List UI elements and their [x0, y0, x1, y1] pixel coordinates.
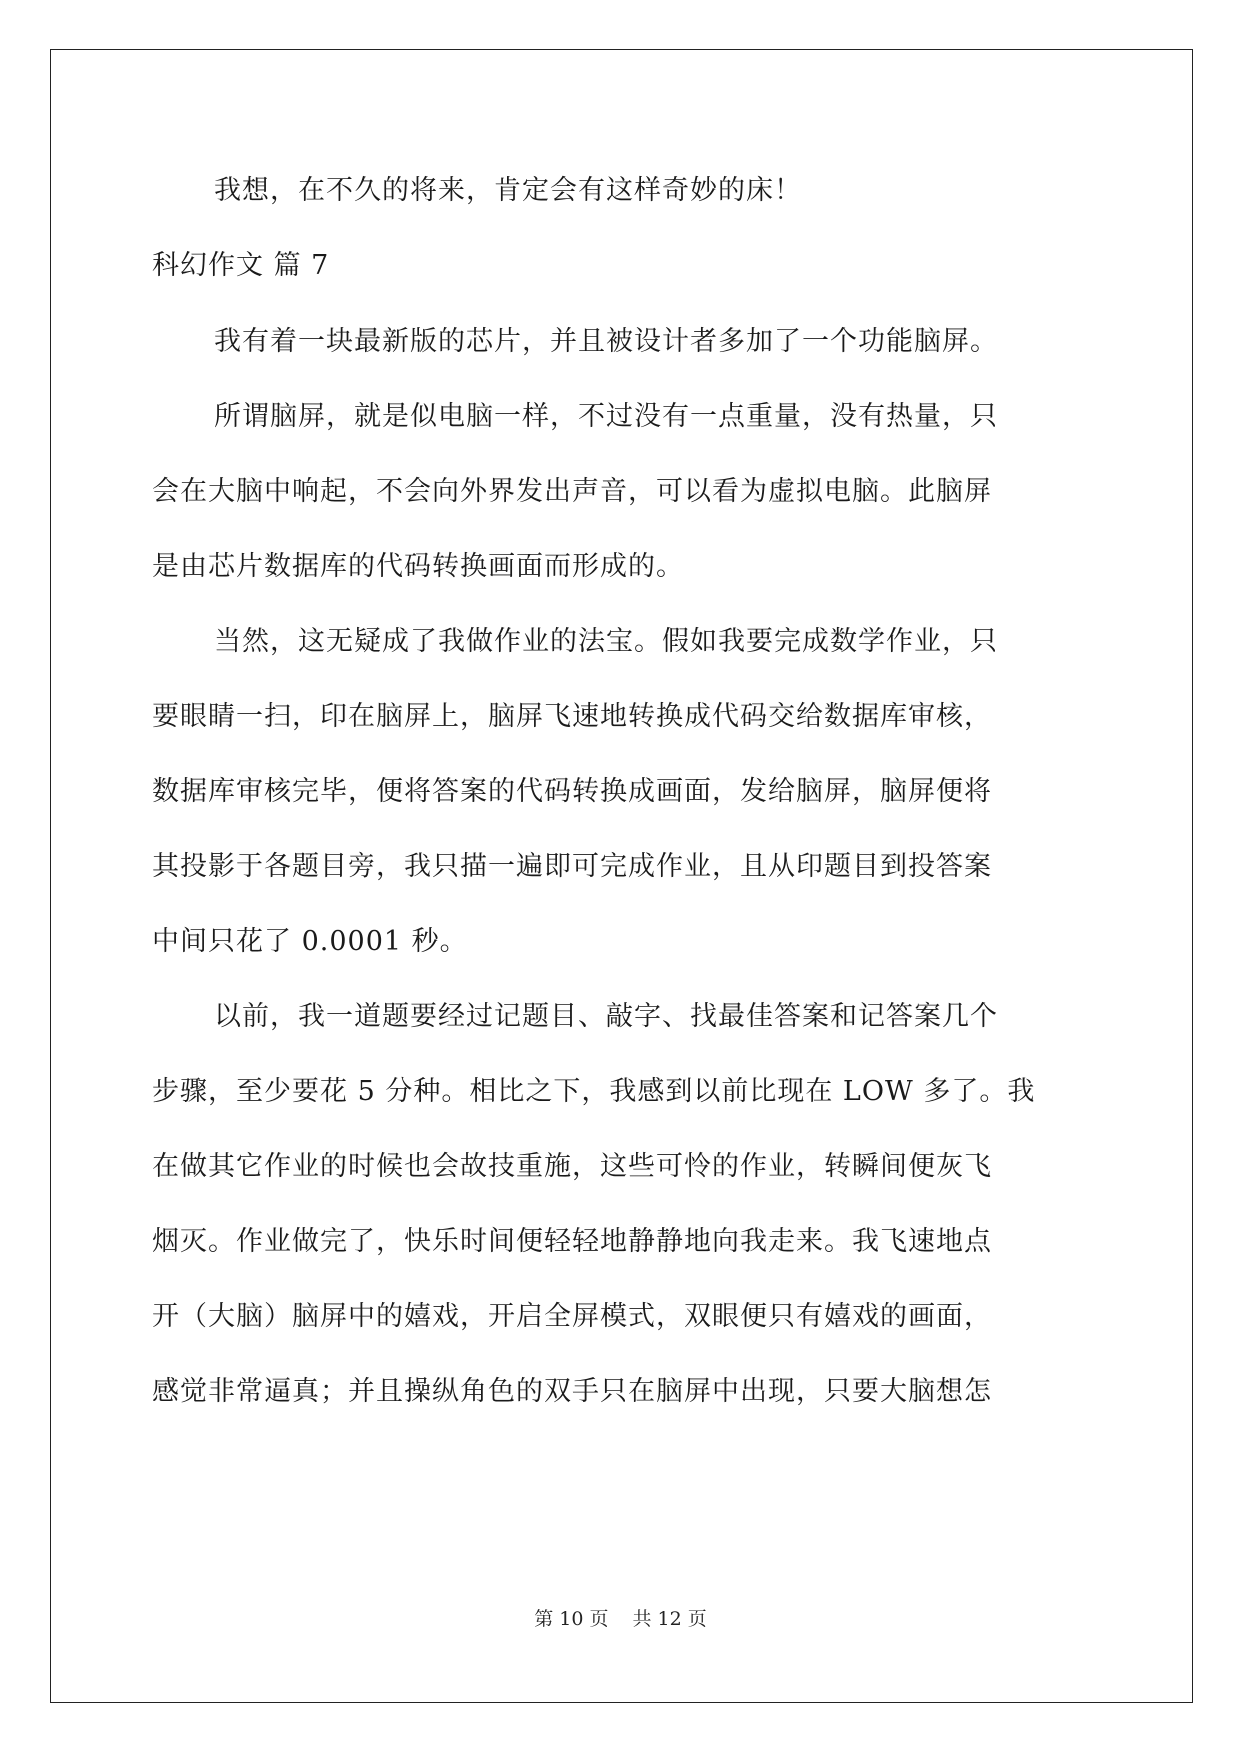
page-number-total: 共 12 页 [632, 1608, 707, 1630]
paragraph-line: 中间只花了 0.0001 秒。 [152, 926, 468, 957]
paragraph-line: 以前，我一道题要经过记题目、敲字、找最佳答案和记答案几个 [214, 1001, 998, 1032]
paragraph-line: 我有着一块最新版的芯片，并且被设计者多加了一个功能脑屏。 [214, 326, 998, 357]
paragraph-line: 当然，这无疑成了我做作业的法宝。假如我要完成数学作业，只 [214, 626, 998, 657]
section-heading: 科幻作文 篇 7 [152, 250, 330, 281]
paragraph-line: 会在大脑中响起，不会向外界发出声音，可以看为虚拟电脑。此脑屏 [152, 476, 992, 507]
page-footer [0, 1606, 1241, 1632]
paragraph-line: 其投影于各题目旁，我只描一遍即可完成作业，且从印题目到投答案 [152, 851, 992, 882]
paragraph-line: 烟灭。作业做完了，快乐时间便轻轻地静静地向我走来。我飞速地点 [152, 1226, 992, 1257]
page-number-current: 第 10 页 [534, 1608, 609, 1630]
paragraph-line: 我想，在不久的将来，肯定会有这样奇妙的床！ [214, 175, 802, 206]
paragraph-line: 是由芯片数据库的代码转换画面而形成的。 [152, 551, 684, 582]
paragraph-line: 数据库审核完毕，便将答案的代码转换成画面，发给脑屏，脑屏便将 [152, 776, 992, 807]
paragraph-line: 要眼睛一扫，印在脑屏上，脑屏飞速地转换成代码交给数据库审核， [152, 701, 992, 732]
paragraph-line: 步骤，至少要花 5 分种。相比之下，我感到以前比现在 LOW 多了。我 [152, 1076, 1036, 1107]
paragraph-line: 在做其它作业的时候也会故技重施，这些可怜的作业，转瞬间便灰飞 [152, 1151, 992, 1182]
paragraph-line: 感觉非常逼真；并且操纵角色的双手只在脑屏中出现，只要大脑想怎 [152, 1376, 992, 1407]
paragraph-line: 开（大脑）脑屏中的嬉戏，开启全屏模式，双眼便只有嬉戏的画面， [152, 1301, 992, 1332]
paragraph-line: 所谓脑屏，就是似电脑一样，不过没有一点重量，没有热量，只 [214, 401, 998, 432]
